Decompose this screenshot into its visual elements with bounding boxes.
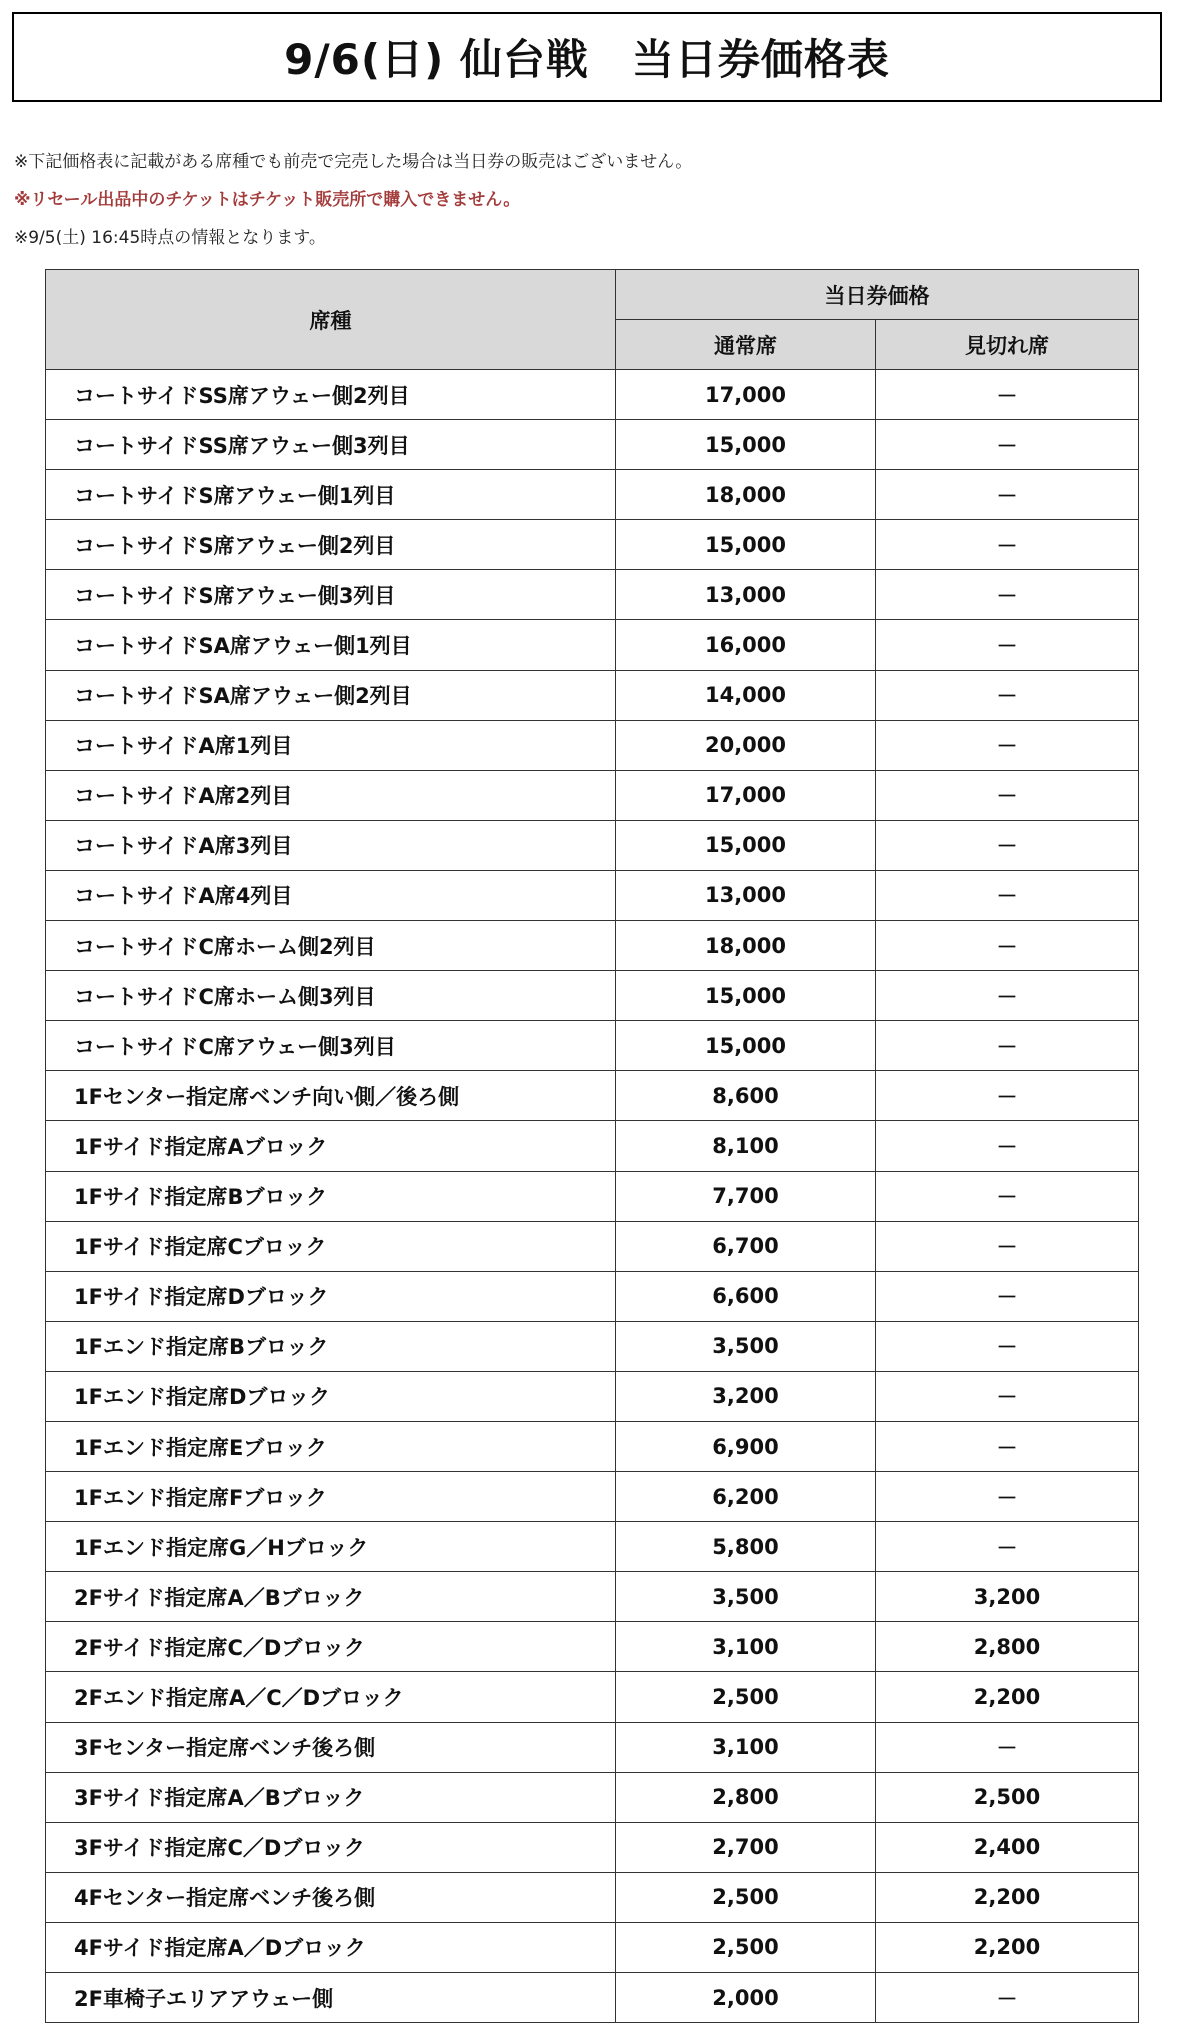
partial-view-price-cell: － [876,420,1139,470]
table-body [46,370,1139,2023]
normal-price-cell: 2,000 [616,1973,876,2023]
normal-price-cell: 6,200 [616,1472,876,1522]
seat-type-cell: コートサイドA席2列目 [46,770,616,820]
normal-price-cell: 2,700 [616,1822,876,1872]
table-row [46,1321,1139,1371]
partial-view-price-cell: － [876,1121,1139,1171]
seat-type-cell: コートサイドS席アウェー側1列目 [46,470,616,520]
table-header [46,270,1139,370]
normal-price-cell: 13,000 [616,570,876,620]
seat-type-cell: 1Fサイド指定席Cブロック [46,1221,616,1271]
table-row [46,1722,1139,1772]
seat-type-cell: 2Fエンド指定席A／C／Dブロック [46,1672,616,1722]
seat-type-cell: 3Fセンター指定席ベンチ後ろ側 [46,1722,616,1772]
partial-view-price-cell: － [876,1221,1139,1271]
normal-price-cell: 7,700 [616,1171,876,1221]
partial-view-price-cell: － [876,470,1139,520]
seat-type-cell: 1Fセンター指定席ベンチ向い側／後ろ側 [46,1071,616,1121]
normal-price-cell: 8,100 [616,1121,876,1171]
table-row [46,470,1139,520]
seat-type-cell: コートサイドSS席アウェー側3列目 [46,420,616,470]
partial-view-price-cell: 2,200 [876,1922,1139,1972]
table-row [46,1922,1139,1972]
table-row [46,1221,1139,1271]
partial-view-price-cell: － [876,620,1139,670]
table-row [46,1572,1139,1622]
table-row [46,620,1139,670]
table-row [46,1071,1139,1121]
seat-type-cell: コートサイドA席3列目 [46,820,616,870]
seat-type-cell: コートサイドSA席アウェー側2列目 [46,670,616,720]
seat-type-cell: コートサイドA席1列目 [46,720,616,770]
normal-price-cell: 3,500 [616,1572,876,1622]
header-day-ticket-price: 当日券価格 [616,270,1139,320]
table-header-row [46,270,1139,320]
header-partial-view-seat: 見切れ席 [876,320,1139,370]
normal-price-cell: 15,000 [616,971,876,1021]
table-row [46,921,1139,971]
seat-type-cell: 1Fエンド指定席Fブロック [46,1472,616,1522]
seat-type-cell: コートサイドC席ホーム側3列目 [46,971,616,1021]
seat-type-cell: コートサイドSS席アウェー側2列目 [46,370,616,420]
normal-price-cell: 14,000 [616,670,876,720]
seat-type-cell: コートサイドC席アウェー側3列目 [46,1021,616,1071]
normal-price-cell: 2,500 [616,1672,876,1722]
table-row [46,720,1139,770]
partial-view-price-cell: 2,200 [876,1672,1139,1722]
normal-price-cell: 20,000 [616,720,876,770]
normal-price-cell: 18,000 [616,470,876,520]
table-row [46,1772,1139,1822]
normal-price-cell: 6,700 [616,1221,876,1271]
normal-price-cell: 15,000 [616,820,876,870]
partial-view-price-cell: － [876,1522,1139,1572]
normal-price-cell: 6,900 [616,1421,876,1471]
partial-view-price-cell: － [876,820,1139,870]
table-row [46,870,1139,920]
partial-view-price-cell: － [876,1321,1139,1371]
normal-price-cell: 13,000 [616,870,876,920]
seat-type-cell: 2F車椅子エリアアウェー側 [46,1973,616,2023]
table-row [46,1021,1139,1071]
table-row [46,1522,1139,1572]
table-row [46,1271,1139,1321]
page-title: 9/6(日) 仙台戦 当日券価格表 [284,35,890,84]
seat-type-cell: 1Fエンド指定席Eブロック [46,1421,616,1471]
partial-view-price-cell: － [876,971,1139,1021]
seat-type-cell: コートサイドC席ホーム側2列目 [46,921,616,971]
seat-type-cell: 2Fサイド指定席C／Dブロック [46,1622,616,1672]
table-row [46,670,1139,720]
seat-type-cell: コートサイドSA席アウェー側1列目 [46,620,616,670]
table-row [46,1672,1139,1722]
normal-price-cell: 3,100 [616,1722,876,1772]
normal-price-cell: 5,800 [616,1522,876,1572]
seat-type-cell: 1Fサイド指定席Aブロック [46,1121,616,1171]
partial-view-price-cell: － [876,570,1139,620]
seat-type-cell: 1Fエンド指定席Dブロック [46,1371,616,1421]
partial-view-price-cell: － [876,921,1139,971]
partial-view-price-cell: － [876,1722,1139,1772]
normal-price-cell: 2,800 [616,1772,876,1822]
partial-view-price-cell: 2,500 [876,1772,1139,1822]
partial-view-price-cell: 2,800 [876,1622,1139,1672]
normal-price-cell: 3,200 [616,1371,876,1421]
table-row [46,971,1139,1021]
seat-type-cell: 1Fサイド指定席Dブロック [46,1271,616,1321]
table-row [46,1371,1139,1421]
seat-type-cell: 4Fサイド指定席A／Dブロック [46,1922,616,1972]
normal-price-cell: 3,100 [616,1622,876,1672]
header-seat-type: 席種 [46,270,616,370]
partial-view-price-cell: － [876,1021,1139,1071]
partial-view-price-cell: － [876,1472,1139,1522]
seat-type-cell: コートサイドS席アウェー側2列目 [46,520,616,570]
note-sold-out: ※下記価格表に記載がある席種でも前売で完売した場合は当日券の販売はございません。 [14,152,693,172]
partial-view-price-cell: 2,200 [876,1872,1139,1922]
partial-view-price-cell: － [876,1973,1139,2023]
normal-price-cell: 6,600 [616,1271,876,1321]
partial-view-price-cell: 2,400 [876,1822,1139,1872]
normal-price-cell: 16,000 [616,620,876,670]
normal-price-cell: 8,600 [616,1071,876,1121]
table-row [46,1822,1139,1872]
seat-type-cell: コートサイドA席4列目 [46,870,616,920]
normal-price-cell: 15,000 [616,1021,876,1071]
table-row [46,1872,1139,1922]
normal-price-cell: 15,000 [616,520,876,570]
header-normal-seat: 通常席 [616,320,876,370]
normal-price-cell: 15,000 [616,420,876,470]
normal-price-cell: 17,000 [616,370,876,420]
partial-view-price-cell: － [876,770,1139,820]
normal-price-cell: 17,000 [616,770,876,820]
partial-view-price-cell: － [876,670,1139,720]
table-row [46,1121,1139,1171]
table-row [46,1421,1139,1471]
normal-price-cell: 2,500 [616,1922,876,1972]
partial-view-price-cell: － [876,870,1139,920]
table-row [46,1973,1139,2023]
table-row [46,570,1139,620]
partial-view-price-cell: － [876,1271,1139,1321]
title-box [12,12,1162,102]
seat-type-cell: 2Fサイド指定席A／Bブロック [46,1572,616,1622]
partial-view-price-cell: － [876,370,1139,420]
seat-type-cell: 4Fセンター指定席ベンチ後ろ側 [46,1872,616,1922]
table-row [46,520,1139,570]
seat-type-cell: 1Fサイド指定席Bブロック [46,1171,616,1221]
normal-price-cell: 18,000 [616,921,876,971]
table-row [46,420,1139,470]
note-resale-warning: ※リセール出品中のチケットはチケット販売所で購入できません。 [14,190,521,210]
seat-type-cell: 3Fサイド指定席C／Dブロック [46,1822,616,1872]
seat-type-cell: 1Fエンド指定席Bブロック [46,1321,616,1371]
partial-view-price-cell: － [876,1071,1139,1121]
seat-type-cell: 3Fサイド指定席A／Bブロック [46,1772,616,1822]
table-row [46,820,1139,870]
partial-view-price-cell: － [876,520,1139,570]
partial-view-price-cell: － [876,1421,1139,1471]
table-row [46,770,1139,820]
table-row [46,370,1139,420]
partial-view-price-cell: － [876,1171,1139,1221]
normal-price-cell: 2,500 [616,1872,876,1922]
table-row [46,1472,1139,1522]
note-info-timestamp: ※9/5(土) 16:45時点の情報となります。 [14,228,326,248]
seat-type-cell: コートサイドS席アウェー側3列目 [46,570,616,620]
price-table [45,269,1139,2023]
table-row [46,1171,1139,1221]
seat-type-cell: 1Fエンド指定席G／Hブロック [46,1522,616,1572]
partial-view-price-cell: － [876,1371,1139,1421]
normal-price-cell: 3,500 [616,1321,876,1371]
partial-view-price-cell: 3,200 [876,1572,1139,1622]
table-row [46,1622,1139,1672]
partial-view-price-cell: － [876,720,1139,770]
